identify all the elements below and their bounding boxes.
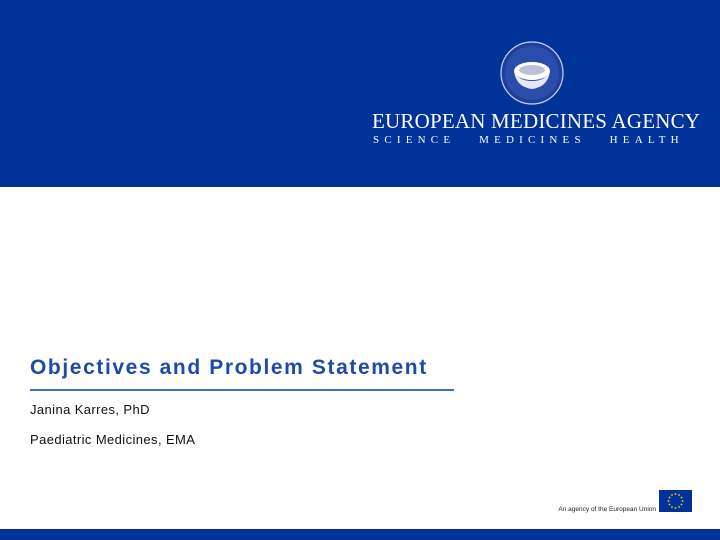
header-banner bbox=[0, 0, 720, 187]
title-divider bbox=[30, 389, 454, 391]
ema-emblem-icon bbox=[500, 41, 564, 105]
footer-bar bbox=[0, 529, 720, 540]
slide-affiliation: Paediatric Medicines, EMA bbox=[30, 432, 196, 447]
eu-flag-icon bbox=[659, 490, 692, 512]
eu-agency-label: An agency of the European Union bbox=[558, 506, 656, 513]
agency-tagline: SCIENCE MEDICINES HEALTH bbox=[373, 134, 684, 146]
agency-name: EUROPEAN MEDICINES AGENCY bbox=[372, 109, 701, 133]
slide-title: Objectives and Problem Statement bbox=[30, 356, 428, 379]
slide-author: Janina Karres, PhD bbox=[30, 402, 150, 417]
